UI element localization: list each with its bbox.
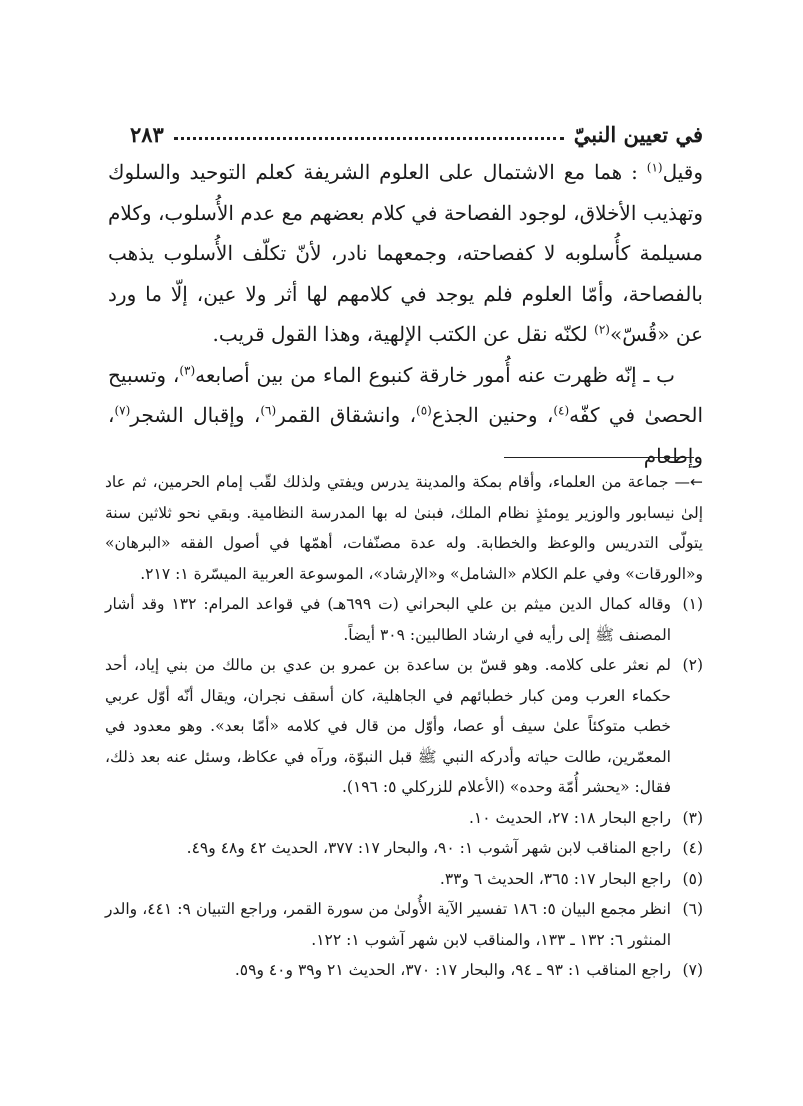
footnote-number: (٦) [682,900,703,918]
para2-text: ، وإطعام [108,403,703,468]
continuation-arrow-icon: ←— [674,473,703,491]
page-number: ٢٨٣ [130,122,164,147]
footnote-ref-3: (٣) [179,362,196,377]
footnote-number: (٢) [682,656,703,674]
para2-text: ، وتسبيح الحصىٰ في كفّه [108,362,704,427]
main-text [108,152,703,476]
para1-text: : هما مع الاشتمال على العلوم الشريفة كعلم التوحيد والسلوك وتهذيب الأخلاق، لوجود الفصاحة في كلام بعضهم مع عدم الأُسلوب، وكلام مسيلمة كأُسلوبه لا كفصاحته، وجمعهما نادر، لأنّ تكلّف الأُسلوب يذهب بالفصاحة، وأمّا العلوم فلم يوجد في كلامهم لها أثر ولا عين، إلّا ما ورد عن «قُسّ» [108,160,703,346]
footnote-text: لم نعثر على كلامه. وهو قسّ بن ساعدة بن عمرو بن عدي بن مالك من بني إياد، أحد حكماء العرب ومن كبار خطبائهم في الجاهلية، كان أسقف نجران، ويقال أنّه أوّل عربي خطب متوكئاً علىٰ سيف أو عصا، وأوّل من قال في كلامه «أمّا بعد». وهو معدود في المعمّرين، طالت حياته وأدركه النبي ﷺ قبل النبوّة، ورآه في عكاظ، وسئل عنه بعد ذلك، فقال: «يحشر أُمّة وحده» (الأعلام للزركلي ٥: ١٩٦). [105,656,671,796]
footnote-ref-7: (٧) [114,403,131,418]
footnote-text: راجع البحار ١٨: ٢٧، الحديث ١٠. [468,808,671,827]
continuation-text: جماعة من العلماء، وأقام بمكة والمدينة يدرس ويفتي ولذلك لقّب إمام الحرمين، ثم عاد إلىٰ نيسابور والوزير يومئذٍ نظام الملك، فبنىٰ له بها المدرسة النظامية. وبقي نحو ثلاثين سنة يتولّى التدريس والوعظ والخطابة. وله عدة مصنّفات، أهمّها في أصول الفقه «البرهان» و«الورقات» وفي علم الكلام «الشامل» و«الإرشاد»، الموسوعة العربية الميسّرة ١: ٢١٧. [105,473,703,583]
footnote-item [105,803,703,834]
footnote-list [105,589,703,986]
header-title: في تعيين النبيّ [573,122,703,147]
footnote-ref-6: (٦) [260,403,277,418]
footnote-number: (٧) [682,961,703,979]
footnote-number: (٤) [682,839,703,857]
footnote-ref-5: (٥) [416,403,432,418]
para2-text: ، وإقبال الشجر [130,403,261,427]
para2-text: ، وحنين الجذع [431,403,554,427]
footnote-separator [504,457,694,458]
footnote-item [105,833,703,864]
footnote-number: (٣) [682,808,703,827]
footnote-text: راجع المناقب ١: ٩٣ ـ ٩٤، والبحار ١٧: ٣٧٠، الحديث ٢١ و٣٩ و٤٠ و٥٩. [234,961,671,979]
paragraph-1 [108,152,703,355]
footnote-text: وقاله كمال الدين ميثم بن علي البحراني (ت ٦٩٩هـ) في قواعد المرام: ١٣٢ وقد أشار المصنف ﷺ إلى رأيه في ارشاد الطالبين: ٣٠٩ أيضاً. [105,595,672,644]
para1-lead: وقيل [662,160,704,184]
header-leader-dots [174,137,564,140]
footnote-ref-1: (١) [646,160,663,175]
para1-text-end: لكنّه نقل عن الكتب الإلهية، وهذا القول قريب. [212,322,588,346]
footnote-item [105,955,703,986]
footnote-ref-4: (٤) [553,403,570,418]
footnote-number: (٥) [682,869,703,888]
footnote-item [105,589,703,650]
footnotes [105,467,703,986]
footnote-text: انظر مجمع البيان ٥: ١٨٦ تفسير الآية الأُولىٰ من سورة القمر، وراجع التبيان ٩: ٤٤١، والدر المنثور ٦: ١٣٢ ـ ١٣٣، والمناقب لابن شهر آشوب ١: ١٢٢. [105,900,671,949]
running-header [130,113,703,147]
footnote-number: (١) [682,595,703,613]
footnote-text: راجع البحار ١٧: ٣٦٥، الحديث ٦ و٣٣. [439,869,671,888]
footnote-text: راجع المناقب لابن شهر آشوب ١: ٩٠، والبحار ١٧: ٣٧٧، الحديث ٤٢ و٤٨ و٤٩. [186,839,671,857]
footnote-ref-2: (٢) [594,322,610,337]
footnote-item [105,650,703,803]
para2-text: ب ـ إنّه ظهرت عنه أُمور خارقة كنبوع الماء من بين أصابعه [195,362,676,387]
footnote-item [105,864,703,895]
footnote-item [105,894,703,955]
footnote-continuation [105,467,703,589]
para2-text: ، وانشقاق القمر [276,403,417,427]
